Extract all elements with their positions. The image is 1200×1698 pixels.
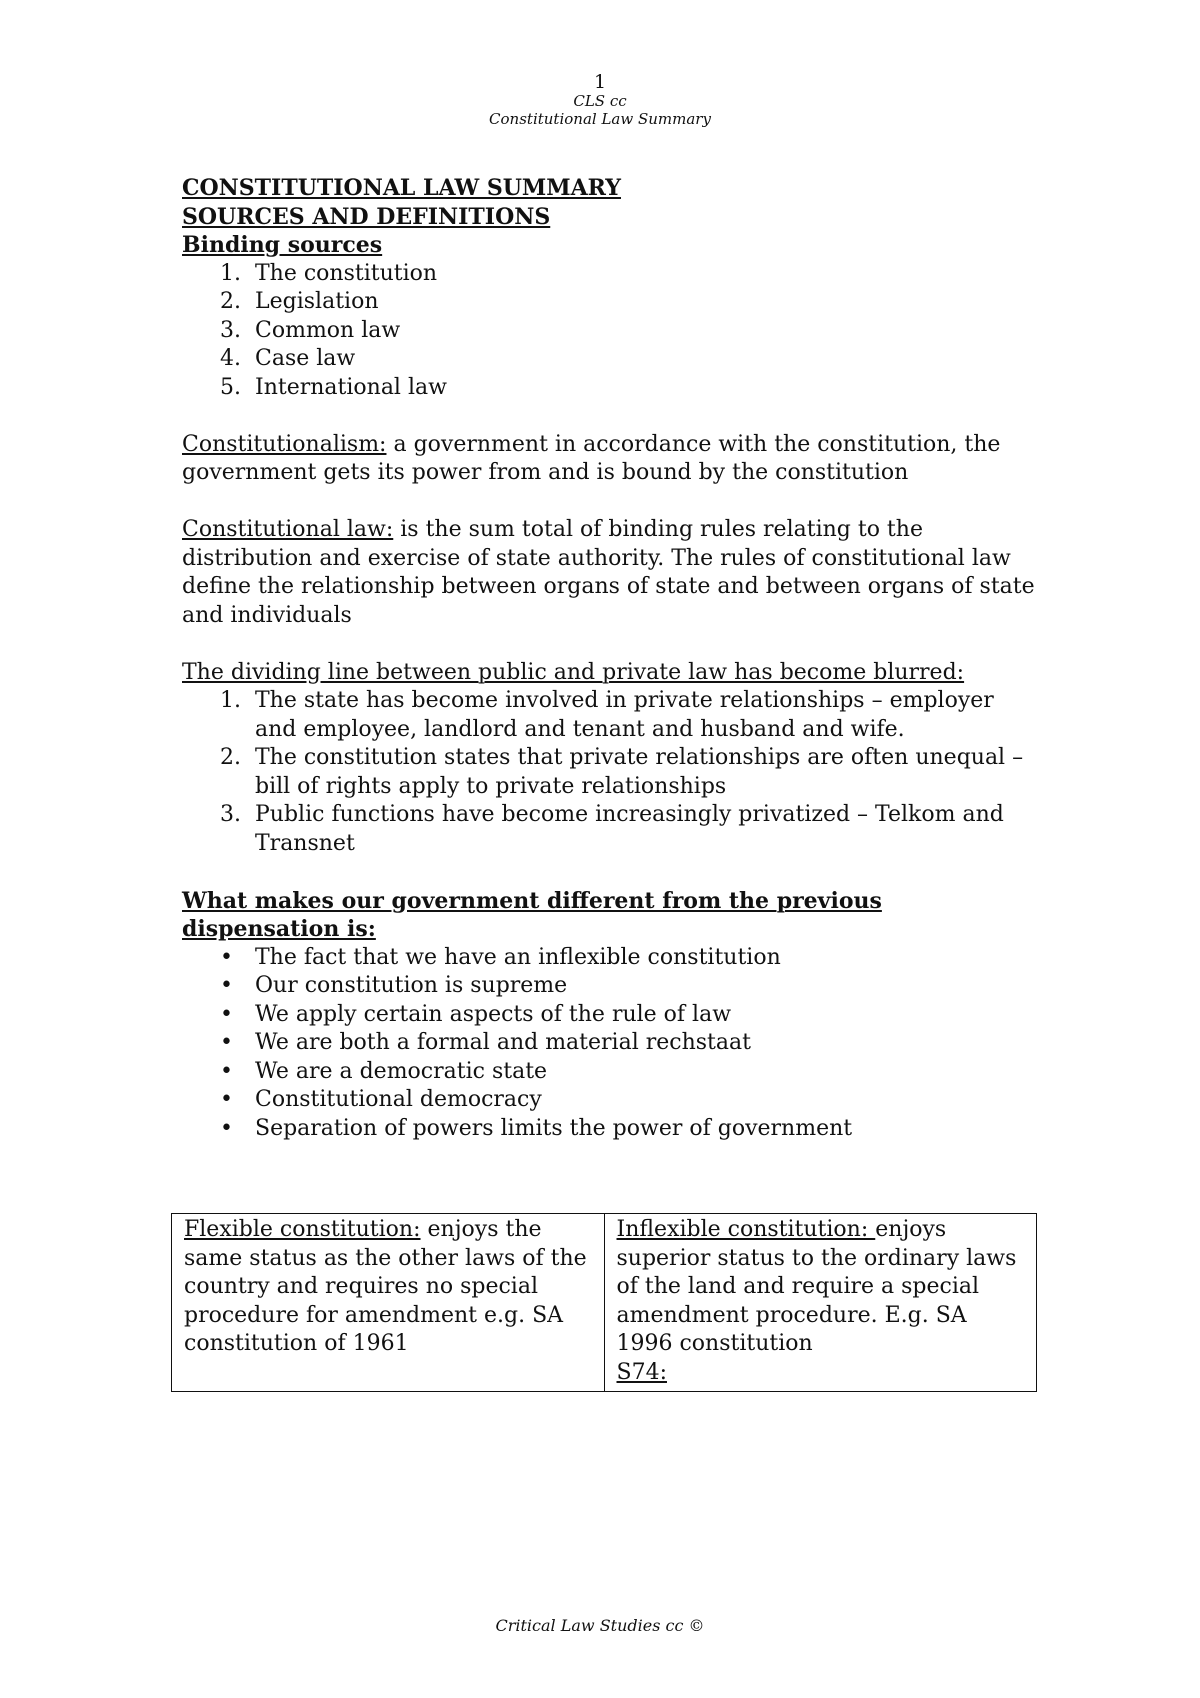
header-company: CLS cc	[573, 92, 627, 110]
list-item: • Constitutional democracy	[182, 1086, 1042, 1115]
list-item: 5. International law	[220, 374, 447, 400]
bullet-icon: •	[220, 1058, 233, 1084]
bullet-icon: •	[220, 1087, 233, 1112]
list-item: 1. The constitution	[220, 260, 438, 286]
list-item: • Separation of powers limits the power of government	[182, 1115, 1042, 1144]
dividing-line-heading: The dividing line between public and private law has become blurred:	[182, 659, 965, 685]
list-item: 1. The state has become involved in private relationships – employer and employee, landlord and tenant and husband and wife.	[220, 688, 994, 742]
page-header	[0, 72, 1200, 128]
page-number: 1	[593, 71, 607, 93]
difference-heading: What makes our government different from the previous dispensation is:	[182, 887, 882, 942]
dividing-line-list	[182, 687, 1042, 858]
list-item: • We apply certain aspects of the rule of law	[182, 1001, 1042, 1030]
list-item: • We are a democratic state	[182, 1058, 1042, 1087]
constitutional-law-term: Constitutional law:	[182, 517, 394, 542]
inflexible-term: Inflexible constitution:	[616, 1217, 876, 1242]
flexible-term: Flexible constitution:	[184, 1217, 421, 1242]
bullet-icon: •	[220, 1001, 233, 1027]
list-item: 3. Public functions have become increasingly privatized – Telkom and Transnet	[220, 802, 1004, 856]
flexible-constitution-cell: Flexible constitution: enjoys the same status as the other laws of the country and requires no special procedure for amendment e.g. SA constitution of 1961	[172, 1214, 605, 1392]
binding-sources-list	[182, 260, 1042, 403]
section-title: SOURCES AND DEFINITIONS	[182, 203, 551, 230]
list-item: 2. Legislation	[220, 289, 379, 314]
binding-sources-heading: Binding sources	[182, 232, 383, 258]
constitution-comparison-table	[171, 1213, 1037, 1392]
constitutionalism-definition: Constitutionalism: a government in accordance with the constitution, the government gets its power from and is bound by the constitution	[182, 431, 1001, 485]
list-item: • The fact that we have an inflexible constitution	[182, 944, 1042, 973]
list-item: 2. The constitution states that private relationships are often unequal – bill of rights apply to private relationships	[220, 745, 1024, 799]
constitutionalism-term: Constitutionalism:	[182, 431, 387, 457]
section-reference: S74:	[616, 1359, 667, 1385]
list-item: 3. Common law	[220, 317, 401, 343]
document-body	[182, 174, 1042, 1143]
list-item: • Our constitution is supreme	[182, 972, 1042, 1001]
header-doc-title: Constitutional Law Summary	[489, 110, 711, 128]
document-title: CONSTITUTIONAL LAW SUMMARY	[182, 175, 621, 201]
difference-list	[182, 944, 1042, 1144]
bullet-icon: •	[220, 973, 233, 998]
constitutional-law-definition: Constitutional law: is the sum total of binding rules relating to the distribution and exercise of state authority. The rules of constitutional law define the relationship between organs of state and between organs of state and individuals	[182, 517, 1035, 628]
table-row	[172, 1214, 1037, 1392]
inflexible-constitution-cell: Inflexible constitution: enjoys superior status to the ordinary laws of the land and require a special amendment procedure. E.g. SA 1996 constitution S74:	[604, 1214, 1037, 1392]
bullet-icon: •	[220, 1030, 233, 1055]
bullet-icon: •	[220, 1115, 233, 1141]
bullet-icon: •	[220, 944, 233, 970]
page-footer: Critical Law Studies cc ©	[495, 1616, 705, 1635]
list-item: • We are both a formal and material rechstaat	[182, 1029, 1042, 1058]
list-item: 4. Case law	[220, 346, 356, 371]
